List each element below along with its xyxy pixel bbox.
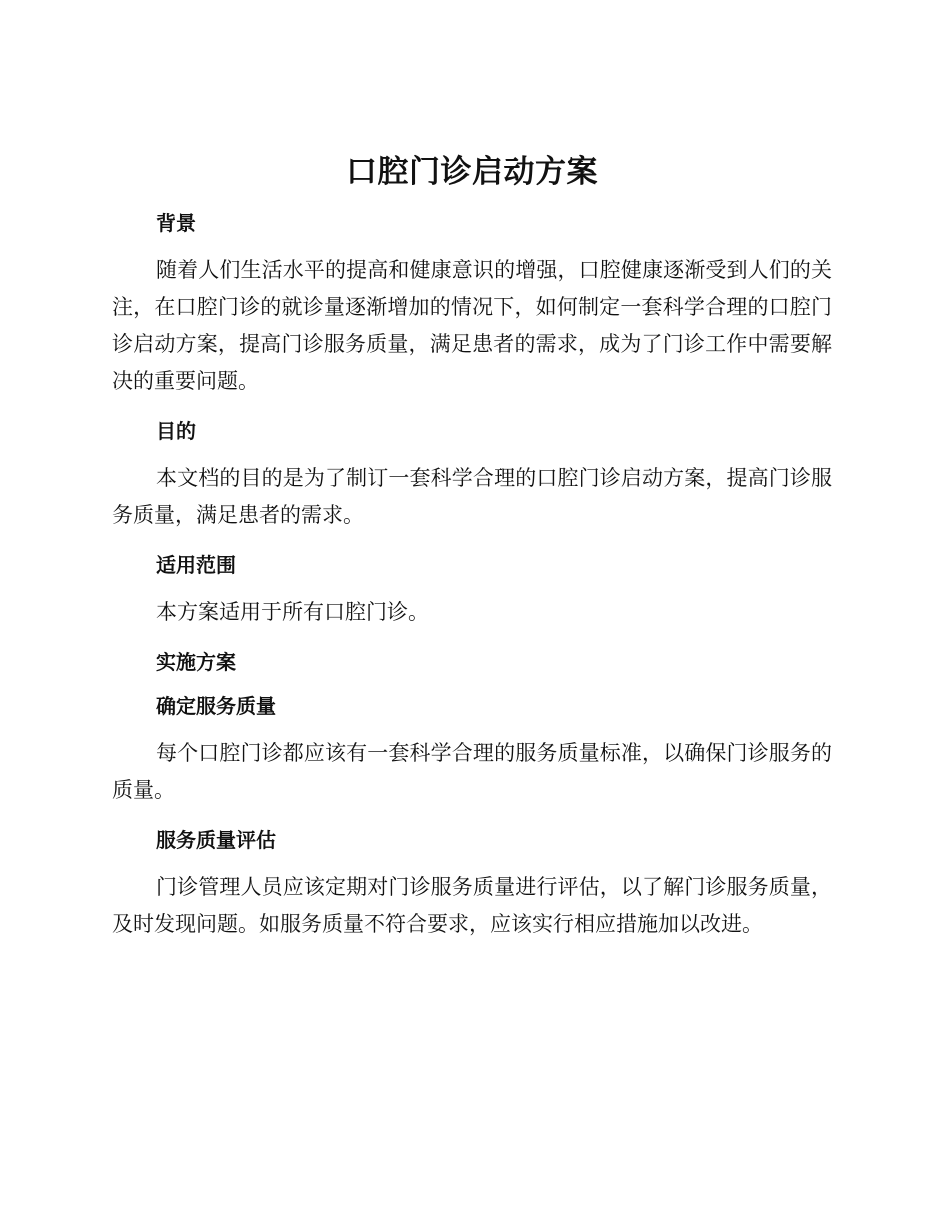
section-text-quality-assessment: 门诊管理人员应该定期对门诊服务质量进行评估，以了解门诊服务质量，及时发现问题。如服务质量不符合要求，应该实行相应措施加以改进。 [112, 875, 832, 936]
section-text-service-quality: 每个口腔门诊都应该有一套科学合理的服务质量标准，以确保门诊服务的质量。 [112, 741, 832, 802]
document-body [112, 148, 832, 959]
section-heading-scope: 适用范围 [156, 553, 236, 577]
section-text-scope: 本方案适用于所有口腔门诊。 [156, 600, 429, 624]
section-heading-service-quality: 确定服务质量 [156, 694, 276, 718]
document-title: 口腔门诊启动方案 [346, 154, 598, 190]
section-text-background: 随着人们生活水平的提高和健康意识的增强，口腔健康逐渐受到人们的关注，在口腔门诊的就诊量逐渐增加的情况下，如何制定一套科学合理的口腔门诊启动方案，提高门诊服务质量，满足患者的需求，成为了门诊工作中需要解决的重要问题。 [112, 258, 832, 393]
section-text-purpose: 本文档的目的是为了制订一套科学合理的口腔门诊启动方案，提高门诊服务质量，满足患者的需求。 [112, 466, 832, 527]
section-heading-purpose: 目的 [156, 419, 196, 443]
section-heading-implementation: 实施方案 [156, 650, 236, 674]
section-heading-quality-assessment: 服务质量评估 [156, 828, 276, 852]
section-heading-background: 背景 [156, 211, 196, 235]
